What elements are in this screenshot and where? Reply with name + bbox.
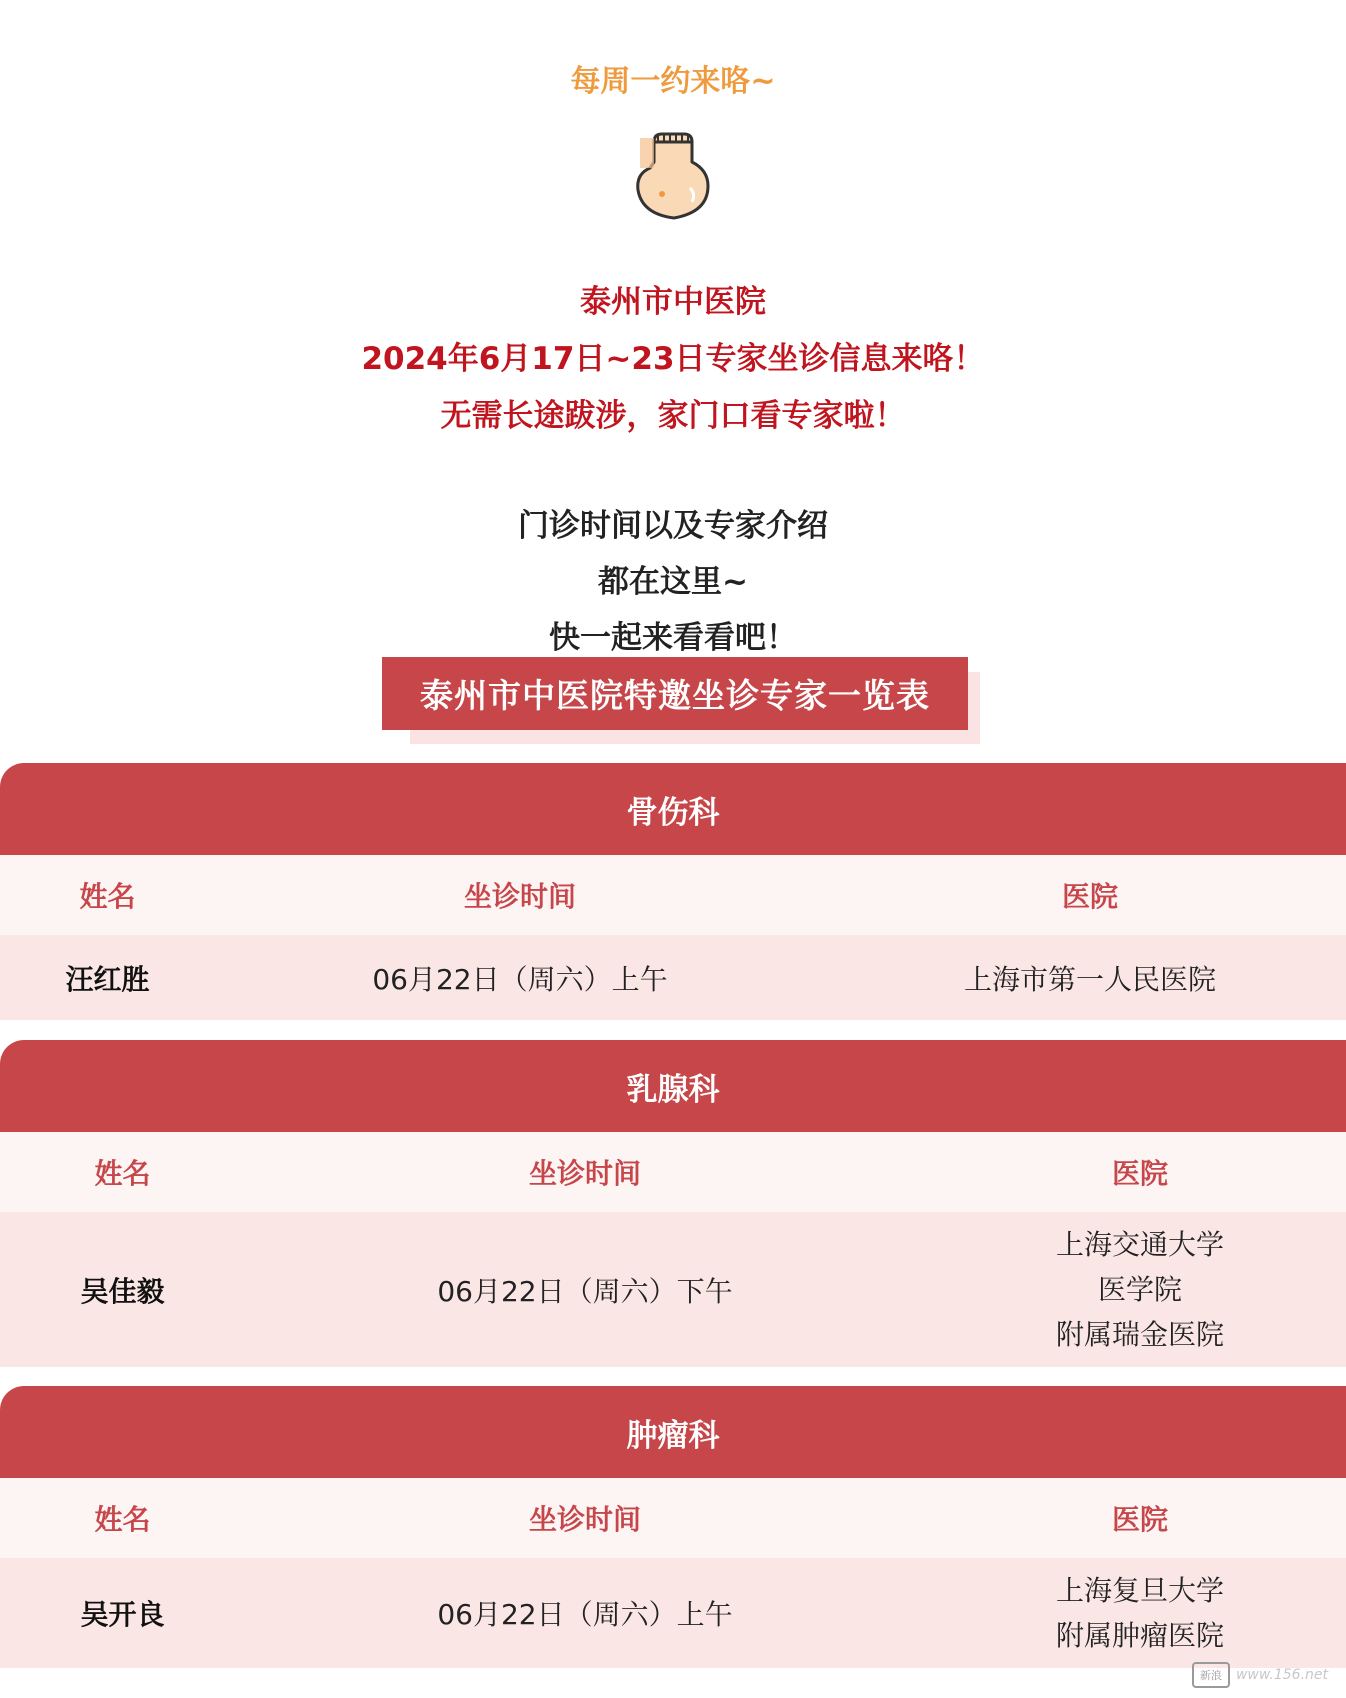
column-hospital: 医院 [1111,1157,1168,1190]
doctor-name: 吴佳毅 [80,1274,165,1308]
clinic-time: 06月22日（周六）上午 [372,962,668,996]
clinic-time: 06月22日（周六）下午 [437,1274,733,1308]
watermark-logo: 新浪 [1192,1662,1230,1688]
hospital-line: 医学院 [1097,1273,1182,1306]
hospital-title: 泰州市中医院 [580,284,766,320]
hospital-line: 上海交通大学 [1055,1228,1224,1261]
department-table-orthopedics [0,763,1346,1020]
hospital-line: 上海复旦大学 [1055,1574,1224,1607]
hospital-line: 附属瑞金医院 [1055,1318,1224,1351]
column-header-row [0,1132,1346,1212]
column-name: 姓名 [94,1503,151,1536]
intro-line-2: 都在这里~ [598,564,748,600]
doctor-name: 汪红胜 [65,962,150,996]
table-row [0,1558,1346,1668]
table-row [0,935,1346,1020]
column-name: 姓名 [94,1157,151,1190]
clinic-time: 06月22日（周六）上午 [437,1598,733,1631]
column-time: 坐诊时间 [528,1157,641,1190]
schedule-headline: 2024年6月17日~23日专家坐诊信息来咯！ [361,341,985,377]
department-header: 肿瘤科 [0,1386,1346,1478]
intro-line-3: 快一起来看看吧！ [549,620,797,656]
hospital-line: 附属肿瘤医院 [1055,1619,1224,1652]
watermark [1192,1662,1328,1688]
department-table-breast [0,1040,1346,1367]
expert-list-banner: 泰州市中医院特邀坐诊专家一览表 [382,657,968,730]
column-hospital: 医院 [1111,1503,1168,1536]
slogan: 无需长途跋涉，家门口看专家啦！ [440,398,906,434]
table-row [0,1212,1346,1367]
department-header: 乳腺科 [0,1040,1346,1132]
column-name: 姓名 [79,880,136,913]
watermark-text: www.156.net [1235,1667,1328,1683]
column-header-row [0,855,1346,935]
hospital: 上海市第一人民医院 [963,962,1216,996]
hospital [980,1212,1300,1367]
column-time: 坐诊时间 [463,880,576,913]
department-table-oncology [0,1386,1346,1668]
column-time: 坐诊时间 [528,1503,641,1536]
doctor-name: 吴开良 [80,1598,165,1631]
column-header-row [0,1478,1346,1558]
pointing-hand-icon [632,128,716,224]
hospital [980,1558,1300,1668]
intro-line-1: 门诊时间以及专家介绍 [518,508,828,544]
column-hospital: 医院 [1061,880,1118,913]
department-header: 骨伤科 [0,763,1346,855]
tagline: 每周一约来咯~ [570,64,776,99]
